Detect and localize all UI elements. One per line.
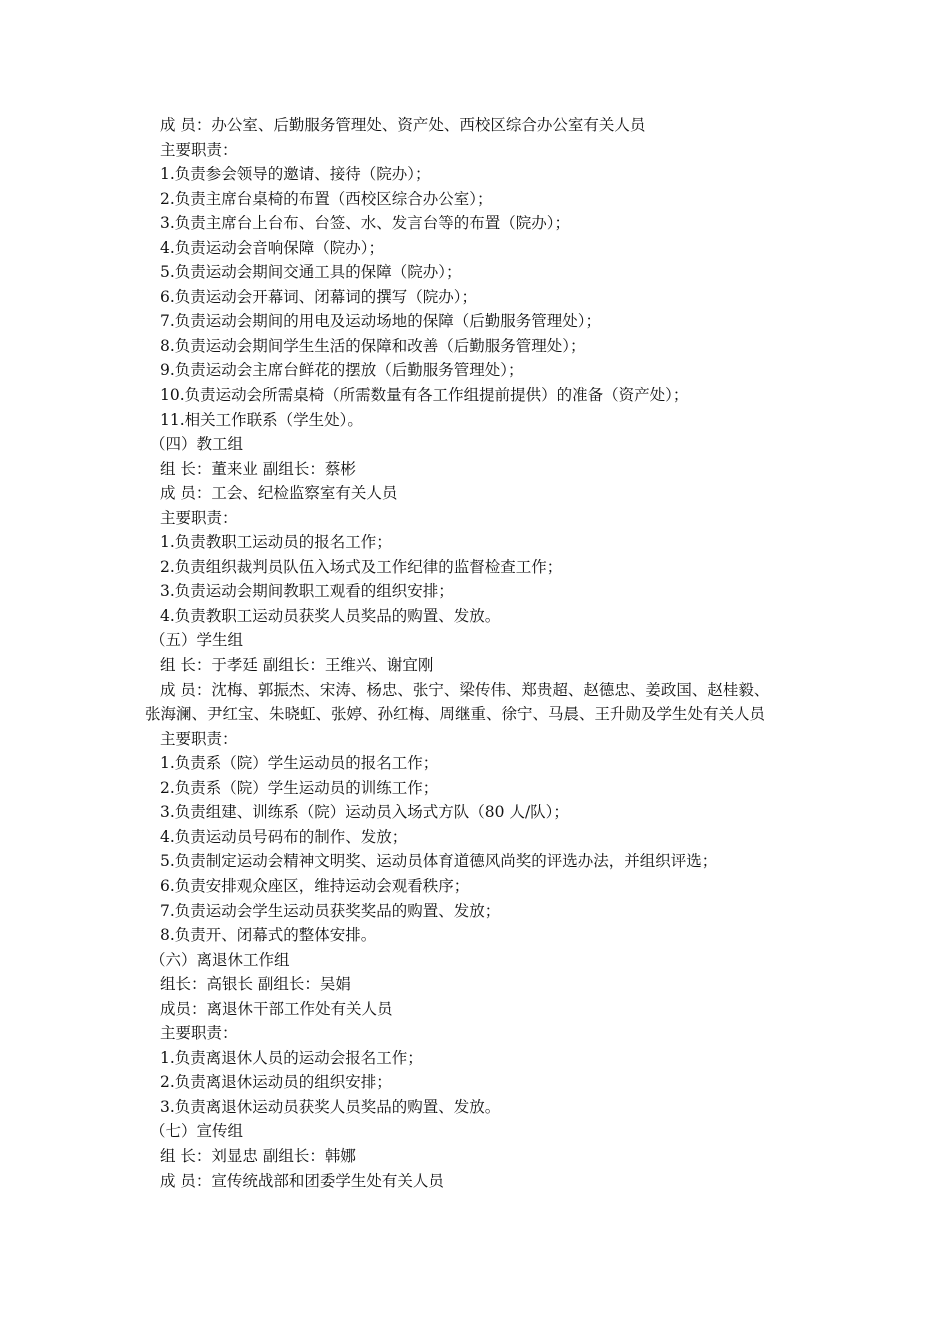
- text-line-item: 11.相关工作联系（学生处）。: [160, 410, 363, 429]
- text-line-member: 成 员：沈梅、郭振杰、宋涛、杨忠、张宁、梁传伟、郑贵超、赵德忠、姜政国、赵桂毅、: [160, 680, 770, 699]
- text-line-member: 成 员：工会、纪检监察室有关人员: [160, 484, 398, 503]
- text-line-leader: 组 长：董来业 副组长：蔡彬: [160, 459, 356, 478]
- document-page: [0, 113, 950, 1193]
- text-line-item: 1.负责离退休人员的运动会报名工作；: [160, 1048, 423, 1067]
- text-line-item: 2.负责主席台桌椅的布置（西校区综合办公室）；: [160, 189, 493, 208]
- text-line-item: 10.负责运动会所需桌椅（所需数量有各工作组提前提供）的准备（资产处）；: [160, 386, 689, 405]
- text-line-item: 5.负责运动会期间交通工具的保障（院办）；: [160, 263, 462, 282]
- text-line-group: （六）离退休工作组: [150, 950, 290, 969]
- text-line-item: 1.负责参会领导的邀请、接待（院办）；: [160, 165, 431, 184]
- text-line-member: 成员：离退休干部工作处有关人员: [160, 999, 393, 1018]
- text-line-item: 7.负责运动会学生运动员获奖奖品的购置、发放；: [160, 901, 501, 920]
- text-line-item: 1.负责系（院）学生运动员的报名工作；: [160, 754, 439, 773]
- text-line-item: 2.负责系（院）学生运动员的训练工作；: [160, 778, 439, 797]
- text-line-item: 9.负责运动会主席台鲜花的摆放（后勤服务管理处）；: [160, 361, 524, 380]
- text-line-item: 1.负责教职工运动员的报名工作；: [160, 533, 392, 552]
- text-line-duty-heading: 主要职责：: [160, 729, 238, 748]
- text-line-item: 5.负责制定运动会精神文明奖、运动员体育道德风尚奖的评选办法，并组织评选；: [160, 852, 718, 871]
- text-line-item: 8.负责运动会期间学生生活的保障和改善（后勤服务管理处）；: [160, 336, 586, 355]
- text-line-item: 2.负责组织裁判员队伍入场式及工作纪律的监督检查工作；: [160, 557, 563, 576]
- text-line-group: （四）教工组: [150, 435, 244, 454]
- text-line-member: 成 员：办公室、后勤服务管理处、资产处、西校区综合办公室有关人员: [160, 116, 646, 134]
- text-line-item: 4.负责教职工运动员获奖人员奖品的购置、发放。: [160, 606, 501, 625]
- text-line-item: 8.负责开、闭幕式的整体安排。: [160, 926, 377, 945]
- text-line-item: 2.负责离退休运动员的组织安排；: [160, 1073, 392, 1092]
- text-line-duty-heading: 主要职责：: [160, 1024, 238, 1043]
- text-line-leader: 组 长：刘显忠 副组长：韩娜: [160, 1146, 356, 1165]
- text-line-item: 6.负责安排观众座区，维持运动会观看秩序；: [160, 876, 470, 895]
- text-line-item: 7.负责运动会期间的用电及运动场地的保障（后勤服务管理处）；: [160, 312, 602, 331]
- text-line-group: （七）宣传组: [150, 1122, 244, 1141]
- text-line-group: （五）学生组: [150, 631, 244, 650]
- text-line-leader: 组 长：于孝廷 副组长：王维兴、谢宜刚: [160, 656, 434, 675]
- text-line-item: 6.负责运动会开幕词、闭幕词的撰写（院办）；: [160, 287, 478, 306]
- text-line-duty-heading: 主要职责：: [160, 140, 238, 159]
- text-line-member: 成 员：宣传统战部和团委学生处有关人员: [160, 1171, 444, 1190]
- text-line-item: 4.负责运动会音响保障（院办）；: [160, 238, 385, 257]
- text-line-duty-heading: 主要职责：: [160, 508, 238, 527]
- text-line-item: 3.负责离退休运动员获奖人员奖品的购置、发放。: [160, 1097, 501, 1116]
- text-line-item: 3.负责运动会期间教职工观看的组织安排；: [160, 582, 454, 601]
- text-line-item: 3.负责主席台上台布、台签、水、发言台等的布置（院办）；: [160, 214, 571, 233]
- text-line-item: 4.负责运动员号码布的制作、发放；: [160, 827, 408, 846]
- text-line-leader: 组长：高银长 副组长：吴娟: [160, 975, 351, 994]
- text-line-item: 3.负责组建、训练系（院）运动员入场式方队（80 人/队）；: [160, 803, 569, 822]
- text-line-member-cont: 张海澜、尹红宝、朱晓虹、张婷、孙红梅、周继重、徐宁、马晨、王升勋及学生处有关人员: [145, 705, 766, 724]
